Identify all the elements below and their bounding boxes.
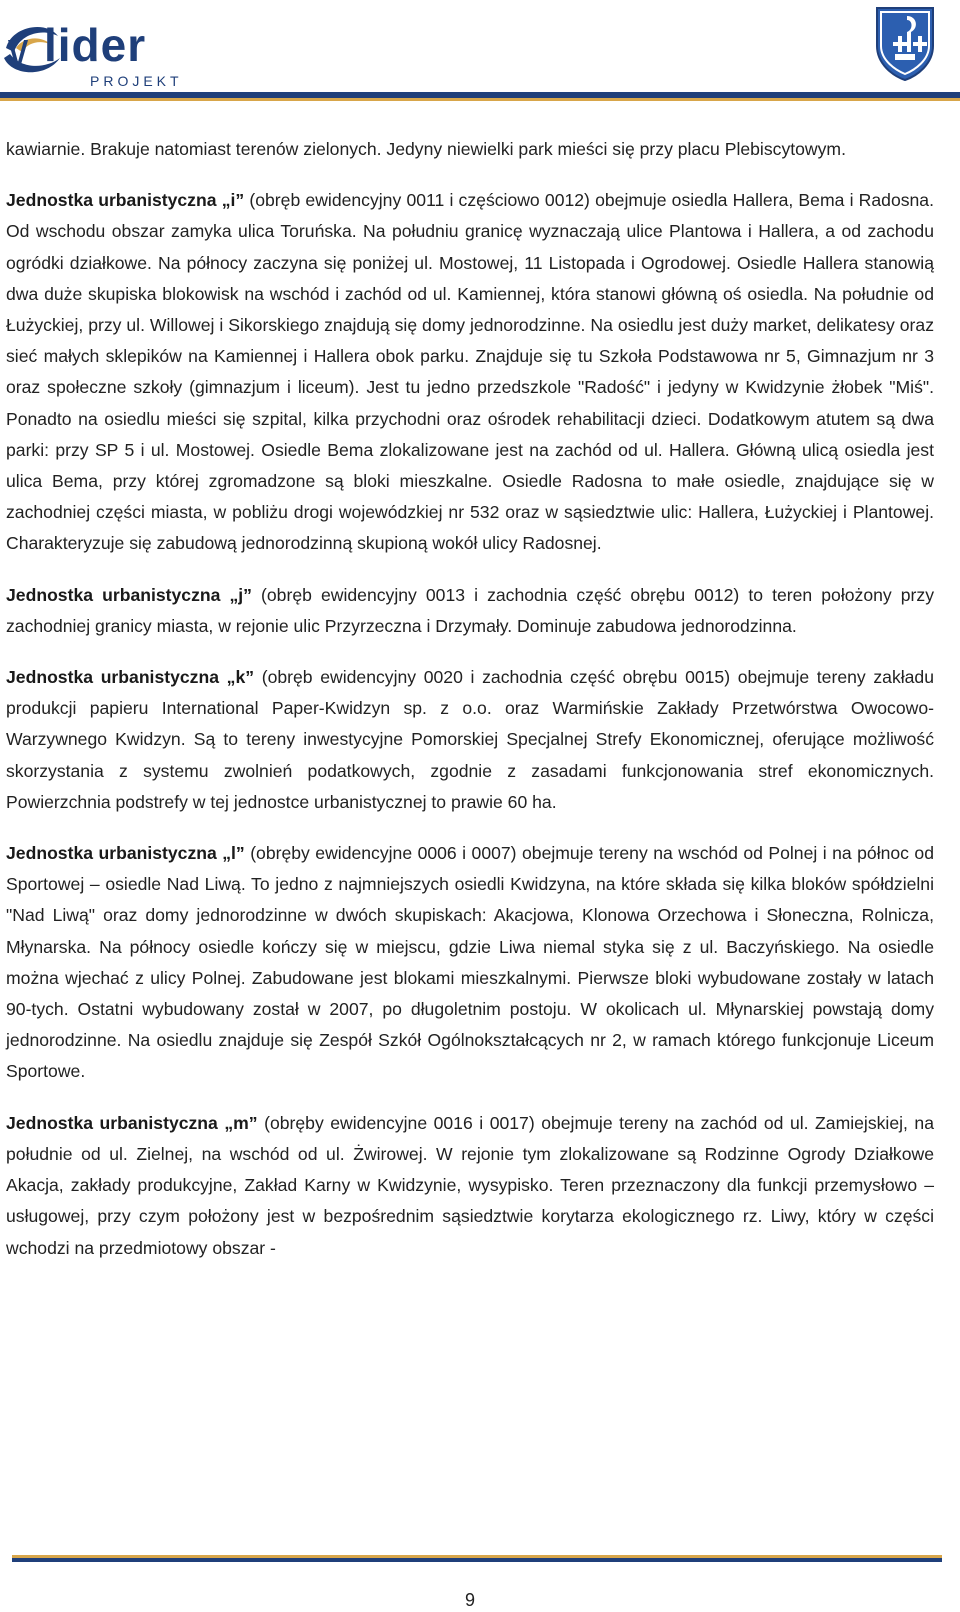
paragraph-text: (obręby ewidencyjne 0016 i 0017) obejmuje tereny na zachód od ul. Zamiejskiej, na południe od ul. Zielnej, na wschód od ul. Żwirowej. W rejonie tym zlokalizowane są Rodzinne Ogrody Działkowe Akacja, zakłady produkcyjne, Zakład Karny w Kwidzynie, wysypisko. Teren przeznaczony dla funkcji przemysłowo – usługowej, przy czym położony jest w bezpośrednim sąsiedztwie korytarza ekologicznego rz. Liwy, który w części wchodzi na przedmiotowy obszar - [6,1112,934,1258]
logo-subtext: PROJEKT [90,73,183,89]
paragraph-unit-l [6,838,934,1088]
page-number: 9 [464,1590,475,1610]
lider-projekt-logo [2,14,183,89]
page-header [0,0,960,104]
paragraph-text: kawiarnie. Brakuje natomiast terenów zielonych. Jedyny niewielki park mieści się przy placu Plebiscytowym. [6,139,846,159]
paragraph-unit-i [6,185,934,559]
footer-divider [12,1555,942,1563]
coat-of-arms-icon [873,2,937,82]
unit-heading: Jednostka urbanistyczna „j” [6,584,252,605]
paragraph-continuation [6,134,934,165]
header-divider [0,92,960,102]
logo-wordmark: lider [44,19,147,71]
unit-heading: Jednostka urbanistyczna „k” [6,667,255,688]
paragraph-unit-k [6,662,934,818]
paragraph-text: (obręb ewidencyjny 0013 i zachodnia część obrębu 0012) to teren położony przy zachodniej granicy miasta, w rejonie ulic Przyrzeczna i Drzymały. Dominuje zabudowa jednorodzinna. [6,584,934,636]
paragraph-text: (obręb ewidencyjny 0011 i częściowo 0012) obejmuje osiedla Hallera, Bema i Radosna. Od wschodu obszar zamyka ulica Toruńska. Na południu granicę wyznaczają ulice Plantowa i Hallera, a od zachodu ogródki działkowe. Na północy zaczyna się poniżej ul. Mostowej, 11 Listopada i Ogrodowej. Osiedle Hallera stanowią dwa duże skupiska blokowisk na wschód i zachód od ul. Kamiennej, która stanowi główną oś osiedla. Na południe od Łużyckiej, przy ul. Willowej i Sikorskiego znajdują się domy jednorodzinne. Na osiedlu jest duży market, delikatesy oraz sieć małych sklepików na Kamiennej i Hallera obok parku. Znajduje się tu Szkoła Podstawowa nr 5, Gimnazjum nr 3 oraz społeczne szkoły (gimnazjum i liceum). Jest tu jedno przedszkole "Radość" i jedyny w Kwidzynie żłobek "Miś". Ponadto na osiedlu mieści się szpital, kilka przychodni oraz ośrodek rehabilitacji dzieci. Dodatkowym atutem są dwa parki: przy SP 5 i ul. Mostowej. Osiedle Bema zlokalizowane jest na zachód od ul. Hallera. Główną ulicą osiedla jest ulica Bema, przy której zgromadzone są bloki mieszkalne. Osiedle Radosna to małe osiedle, znajdujące się w zachodniej części miasta, w pobliżu drogi wojewódzkiej nr 532 oraz w sąsiedztwie ulic: Hallera, Łużyckiej i Plantowej. Charakteryzuje się zabudową jednorodzinną skupioną wokół ulicy Radosnej. [6,190,934,554]
document-body [6,134,934,1284]
unit-heading: Jednostka urbanistyczna „l” [6,843,245,864]
unit-heading: Jednostka urbanistyczna „i” [6,190,245,211]
paragraph-unit-j [6,580,934,642]
paragraph-text: (obręby ewidencyjne 0006 i 0007) obejmuje tereny na wschód od Polnej i na północ od Sportowej – osiedle Nad Liwą. To jedno z najmniejszych osiedli Kwidzyna, na które składa się kilka bloków spółdzielni "Nad Liwą" oraz domy jednorodzinne w dwóch skupiskach: Akacjowa, Klonowa Orzechowa i Słoneczna, Rolnicza, Młynarska. Na północy osiedle kończy się w miejscu, gdzie Liwa niemal styka się z ul. Baczyńskiego. Na osiedle można wjechać z ulicy Polnej. Zabudowane jest blokami mieszkalnymi. Pierwsze bloki wybudowane zostały w latach 90-tych. Ostatni wybudowany został w 2007, po długoletnim postoju. W okolicach ul. Młynarskiej powstają domy jednorodzinne. Na osiedlu znajduje się Zespół Szkół Ogólnokształcących nr 2, w ramach którego funkcjonuje Liceum Sportowe. [6,843,934,1082]
paragraph-unit-m [6,1108,934,1264]
paragraph-text: (obręb ewidencyjny 0020 i zachodnia część obrębu 0015) obejmuje tereny zakładu produkcji papieru International Paper-Kwidzyn sp. z o.o. oraz Warmińskie Zakłady Przetwórstwa Owocowo-Warzywnego Kwidzyn. Są to tereny inwestycyjne Pomorskiej Specjalnej Strefy Ekonomicznej, oferujące możliwość skorzystania z systemu zwolnień podatkowych, zgodnie z zasadami funkcjonowania stref ekonomicznych. Powierzchnia podstrefy w tej jednostce urbanistycznej to prawie 60 ha. [6,667,935,812]
unit-heading: Jednostka urbanistyczna „m” [6,1112,258,1133]
